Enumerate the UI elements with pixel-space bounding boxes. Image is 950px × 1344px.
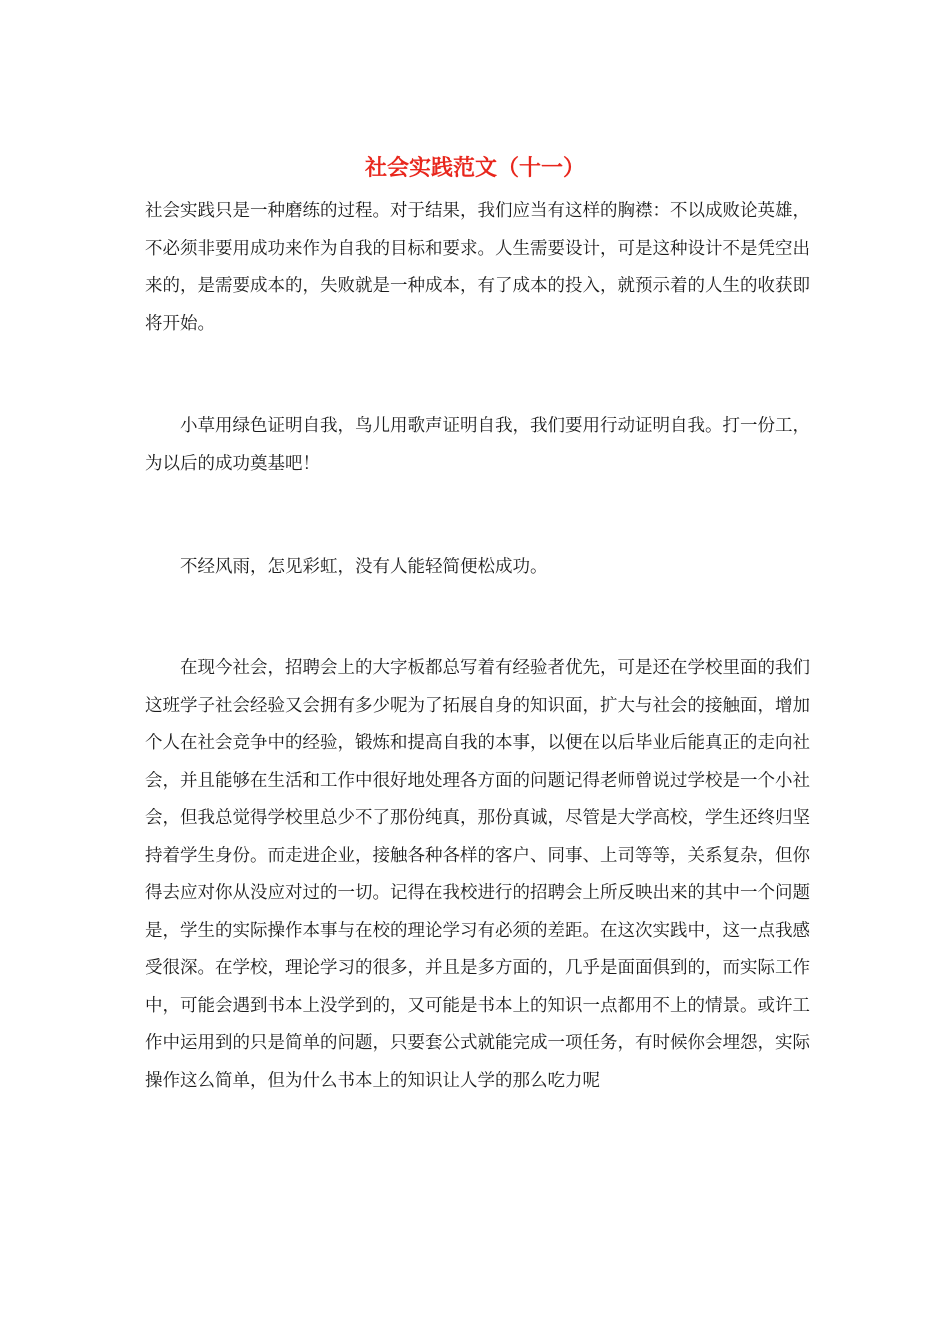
paragraph-4: 在现今社会，招聘会上的大字板都总写着有经验者优先，可是还在学校里面的我们这班学子社会经验又会拥有多少呢为了拓展自身的知识面，扩大与社会的接触面，增加个人在社会竞争中的经验，锻炼和提高自我的本事，以便在以后毕业后能真正的走向社会，并且能够在生活和工作中很好地处理各方面的问题记得老师曾说过学校是一个小社会，但我总觉得学校里总少不了那份纯真，那份真诚，尽管是大学高校，学生还终归坚持着学生身份。而走进企业，接触各种各样的客户、同事、上司等等，关系复杂，但你得去应对你从没应对过的一切。记得在我校进行的招聘会上所反映出来的其中一个问题是，学生的实际操作本事与在校的理论学习有必须的差距。在这次实践中，这一点我感受很深。在学校，理论学习的很多，并且是多方面的，几乎是面面俱到的，而实际工作中，可能会遇到书本上没学到的，又可能是书本上的知识一点都用不上的情景。或许工作中运用到的只是简单的问题，只要套公式就能完成一项任务，有时候你会埋怨，实际操作这么简单，但为什么书本上的知识让人学的那么吃力呢 [145, 658, 810, 1091]
document-title: 社会实践范文（十一） [364, 155, 585, 181]
paragraph-1: 社会实践只是一种磨练的过程。对于结果，我们应当有这样的胸襟：不以成败论英雄，不必须非要用成功来作为自我的目标和要求。人生需要设计，可是这种设计不是凭空出来的，是需要成本的，失败就是一种成本，有了成本的投入，就预示着的人生的收获即将开始。 [145, 201, 810, 334]
paragraph-2: 小草用绿色证明自我，鸟儿用歌声证明自我，我们要用行动证明自我。打一份工，为以后的成功奠基吧！ [145, 416, 810, 474]
paragraph-3: 不经风雨，怎见彩虹，没有人能轻简便松成功。 [180, 557, 548, 577]
